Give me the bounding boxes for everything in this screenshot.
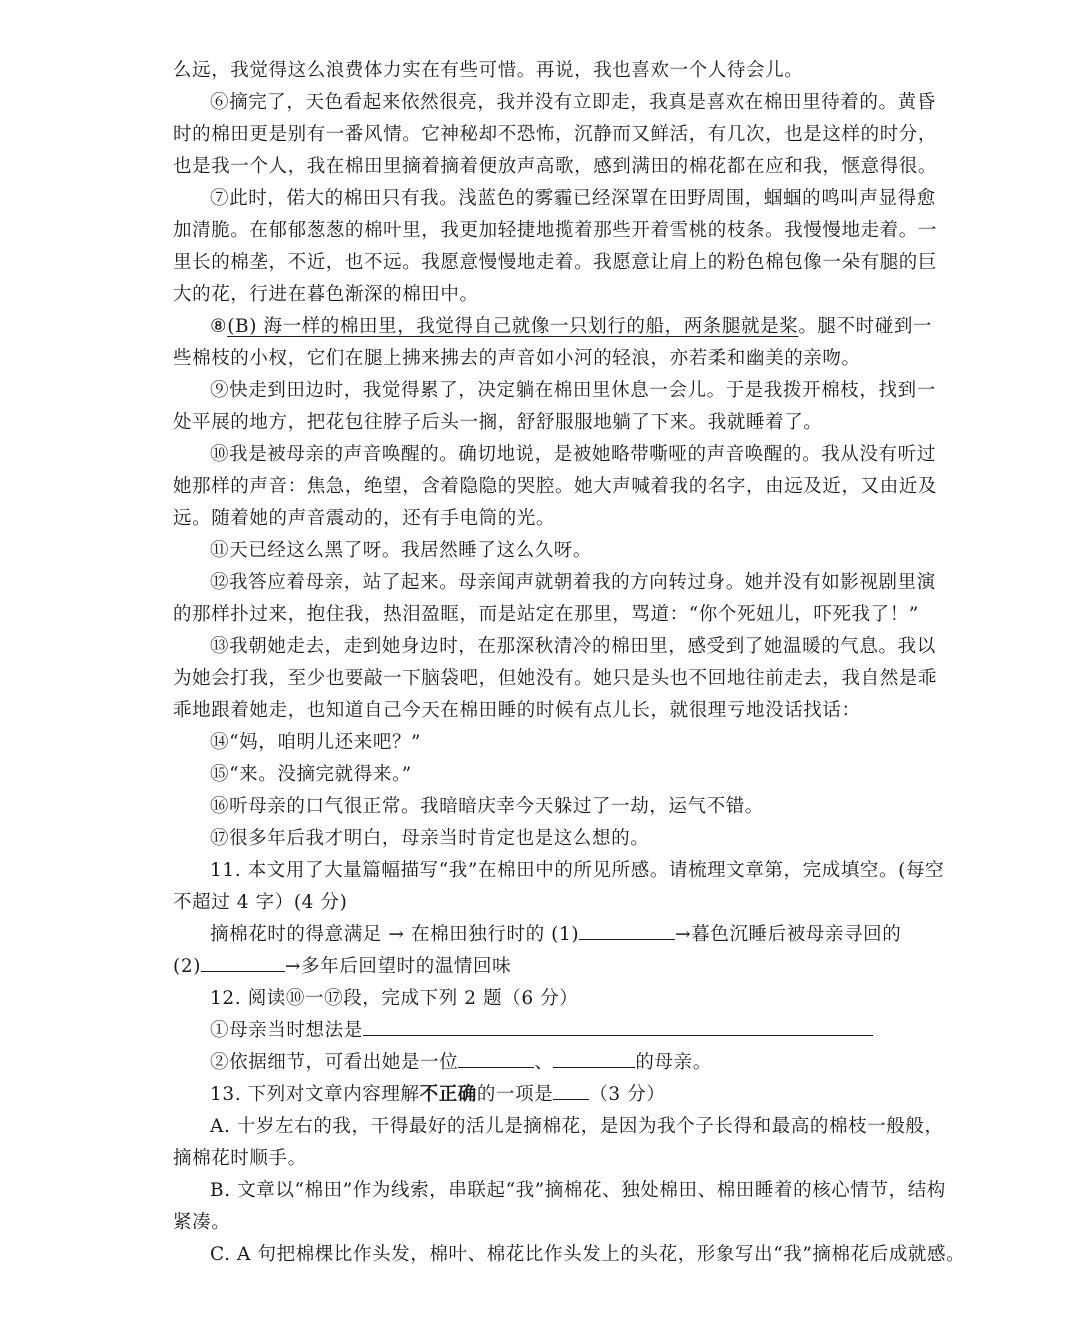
- question-11-line: 11. 本文用了大量篇幅描写“我”在棉田中的所见所感。请梳理文章第，完成填空。(每空: [210, 860, 945, 881]
- text-segment: 13. 下列对文章内容理解: [210, 1084, 420, 1105]
- text-segment: ①母亲当时想法是: [210, 1020, 363, 1041]
- paragraph-14-line: ⑭“妈，咱明儿还来吧？”: [210, 732, 422, 753]
- paragraph-16-line: ⑯听母亲的口气很正常。我暗暗庆幸今天躲过了一劫，运气不错。: [210, 796, 764, 817]
- underlined-sentence-b: (B) 海一样的棉田里，我觉得自己就像一只划行的船，两条腿就是桨: [227, 316, 799, 337]
- text-segment: 、: [534, 1052, 554, 1073]
- answer-blank-2[interactable]: [201, 951, 285, 972]
- answer-blank-choice[interactable]: [553, 1079, 589, 1100]
- question-12-line: 12. 阅读⑩一⑰段，完成下列 2 题（6 分）: [210, 988, 579, 1009]
- text-segment: ②依据细节，可看出她是一位: [210, 1052, 459, 1073]
- question-11-flow-line: [210, 919, 913, 951]
- text-line: 紧凑。: [173, 1212, 231, 1233]
- text-line: 处平展的地方，把花包往脖子后头一搁，舒舒服服地躺了下来。我就睡着了。: [173, 412, 823, 433]
- text-segment: (2): [173, 956, 202, 977]
- paragraph-12-line: ⑫我答应着母亲，站了起来。母亲闻声就朝着我的方向转过身。她并没有如影视剧里演: [210, 572, 936, 593]
- paragraph-13-line: ⑬我朝她走去，走到她身边时，在那深秋清冷的棉田里，感受到了她温暖的气息。我以: [210, 636, 936, 657]
- text-line: 加清脆。在郁郁葱葱的棉叶里，我更加轻捷地揽着那些开着雪桃的枝条。我慢慢地走着。一: [173, 220, 938, 241]
- text-line: 也是我一个人，我在棉田里摘着摘着便放声高歌，感到满田的棉花都在应和我，惬意得很。: [173, 156, 938, 177]
- text-line: 为她会打我，至少也要敲一下脑袋吧，但她没有。她只是头也不回地往前走去，我自然是乖: [173, 668, 938, 689]
- text-segment: 摘棉花时的得意满足 → 在棉田独行时的 (1): [210, 924, 580, 945]
- paragraph-10-line: ⑩我是被母亲的声音唤醒的。确切地说，是被她略带嘶哑的声音唤醒的。我从没有听过: [210, 444, 936, 465]
- text-line: 的那样扑过来，抱住我，热泪盈眶，而是站定在那里，骂道：“你个死妞儿，吓死我了！”: [173, 604, 919, 625]
- text-line: 些棉枝的小杈，它们在腿上拂来拂去的声音如小河的轻浪，亦若柔和幽美的亲吻。: [173, 348, 861, 369]
- question-11-flow-line: [173, 951, 913, 983]
- answer-blank-trait-2[interactable]: [553, 1047, 635, 1068]
- text-line: 摘棉花时顺手。: [173, 1148, 307, 1169]
- text-line: 不超过 4 字）(4 分): [173, 892, 348, 913]
- paragraph-7-line: ⑦此时，偌大的棉田只有我。浅蓝色的雾霾已经深罩在田野周围，蝈蝈的鸣叫声显得愈: [210, 188, 936, 209]
- text-segment: 的一项是: [476, 1084, 554, 1105]
- paragraph-6-line: ⑥摘完了，天色看起来依然很亮，我并没有立即走，我真是喜欢在棉田里待着的。黄昏: [210, 92, 936, 113]
- text-segment: 。腿不时碰到一: [798, 316, 933, 337]
- text-segment: 的母亲。: [635, 1052, 712, 1073]
- text-line: 大的花，行进在暮色渐深的棉田中。: [173, 284, 479, 305]
- text-line: 乖地跟着她走，也知道自己今天在棉田睡的时候有点儿长，就很理亏地没话找话：: [173, 700, 861, 721]
- text-segment: →多年后回望时的温情回味: [285, 956, 512, 977]
- text-segment: （3 分）: [589, 1084, 666, 1105]
- option-b-line: B. 文章以“棉田”作为线索，串联起“我”摘棉花、独处棉田、棉田睡着的核心情节，结构: [210, 1180, 946, 1201]
- emphasis-text: 不正确: [419, 1084, 477, 1105]
- answer-blank-trait-1[interactable]: [458, 1047, 534, 1068]
- option-a-line: A. 十岁左右的我，干得最好的活儿是摘棉花，是因为我个子长得和最高的棉枝一般般，: [210, 1116, 944, 1137]
- paragraph-11-line: ⑪天已经这么黑了呀。我居然睡了这么久呀。: [210, 540, 593, 561]
- text-line: 时的棉田更是别有一番风情。它神秘却不恐怖，沉静而又鲜活，有几次，也是这样的时分，: [173, 124, 938, 145]
- paragraph-8-line: [210, 311, 933, 343]
- paragraph-17-line: ⑰很多年后我才明白，母亲当时肯定也是这么想的。: [210, 828, 650, 849]
- paragraph-9-line: ⑨快走到田边时，我觉得累了，决定躺在棉田里休息一会儿。于是我拨开棉枝，找到一: [210, 380, 936, 401]
- text-line: 远。随着她的声音震动的，还有手电筒的光。: [173, 508, 556, 529]
- text-line: 她那样的声音：焦急，绝望，含着隐隐的哭腔。她大声喊着我的名字，由远及近，又由近及: [173, 476, 938, 497]
- paragraph-number: ⑧: [210, 316, 228, 337]
- question-12-1-line: [210, 1015, 913, 1047]
- question-12-2-line: [210, 1047, 913, 1079]
- option-c-line: C. A 句把棉棵比作头发，棉叶、棉花比作头发上的头花，形象写出“我”摘棉花后成就感。: [210, 1244, 966, 1265]
- answer-blank-mother-thought[interactable]: [363, 1015, 873, 1036]
- question-13-line: [210, 1079, 913, 1111]
- paragraph-15-line: ⑮“来。没摘完就得来。”: [210, 764, 412, 785]
- answer-blank-1[interactable]: [579, 919, 675, 940]
- text-segment: →暮色沉睡后被母亲寻回的: [675, 924, 902, 945]
- text-line: 么远，我觉得这么浪费体力实在有些可惜。再说，我也喜欢一个人待会儿。: [173, 60, 804, 81]
- text-line: 里长的棉垄，不近，也不远。我愿意慢慢地走着。我愿意让肩上的粉色棉包像一朵有腿的巨: [173, 252, 938, 273]
